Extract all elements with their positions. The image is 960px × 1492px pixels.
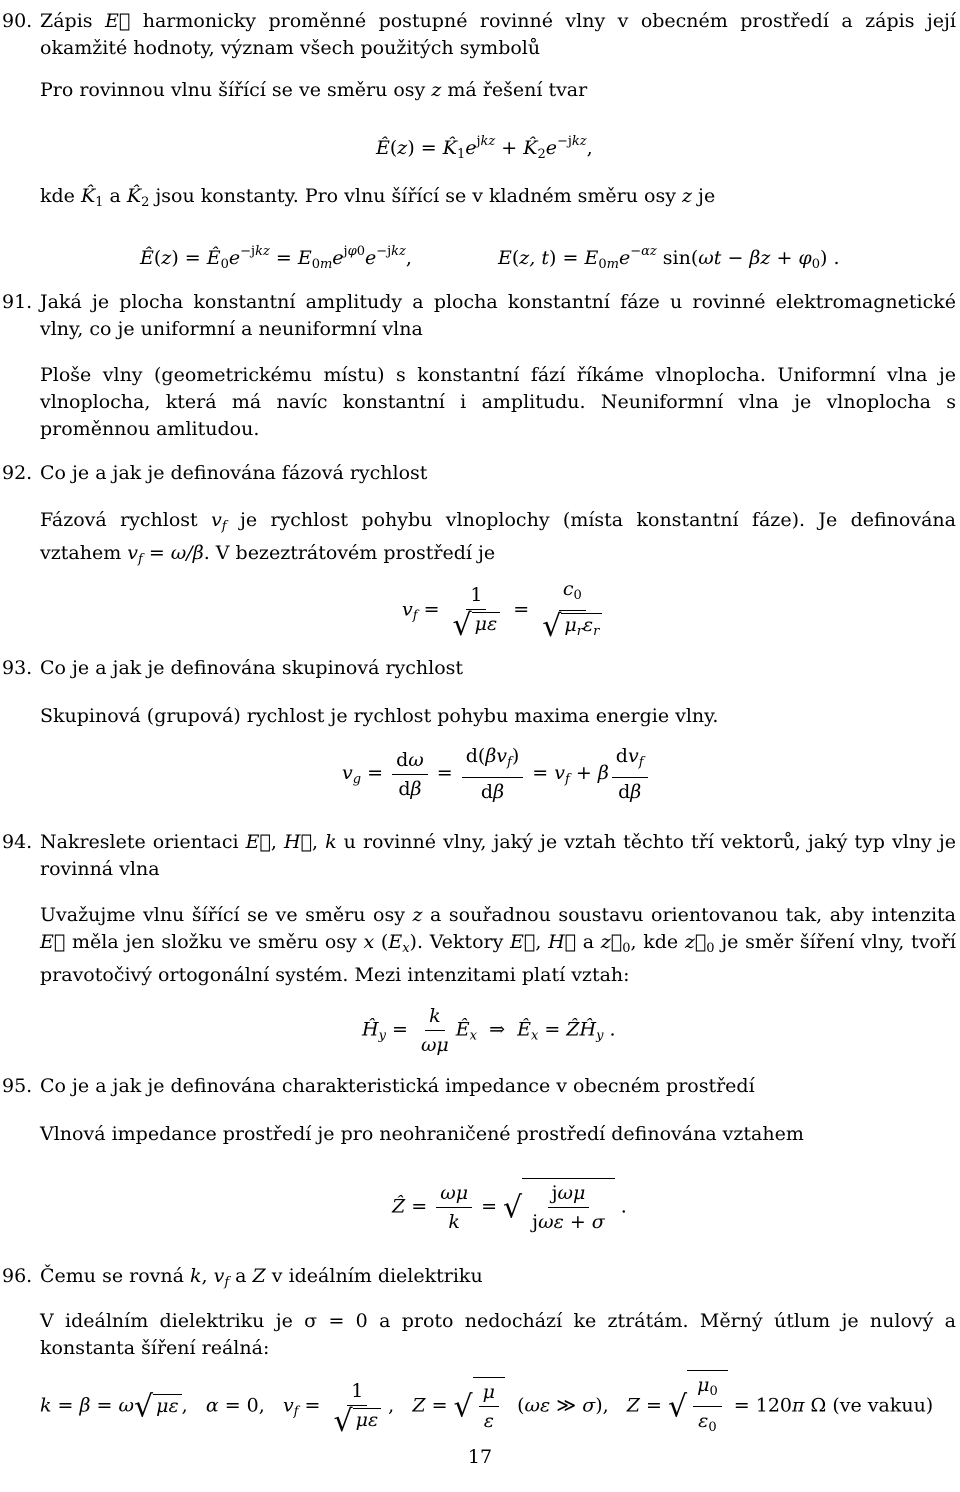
equation-95: Ẑ = $\frac{\omega\mu}{k}$ = √ $\frac{\text{jωμ}}{\text{jωε + σ}}$ . <box>392 1178 627 1236</box>
page-number: 17 <box>467 1446 493 1468</box>
question-number: 93. <box>2 657 33 679</box>
question-94-text: Nakreslete orientaci E⃗, H⃗, k u rovinné vlny, jaký je vztah těchto tří vektorů, jaký typ vlny je rovinná vlna <box>40 831 956 880</box>
answer-96-text: V ideálním dielektriku je σ = 0 a proto nedochází ke ztrátám. Měrný útlum je nulový a konstanta šíření reálná: <box>40 1310 956 1359</box>
question-93-text: Co je a jak je definována skupinová rychlost <box>40 657 464 679</box>
question-91-text: Jaká je plocha konstantní amplitudy a plocha konstantní fáze u rovinné elektromagnetické vlny, co je uniformní a neuniformní vlna <box>40 291 956 340</box>
equation-92: $v_f$ = $\frac{1}{√ \mu\varepsilon}$ = $\frac{c_0}{√ \mu_r\varepsilon_r}$ <box>402 575 609 646</box>
equation-96: k = β = ω√ με , α = 0, $v_f$ = $\frac{1}{√ \mu\varepsilon}$ , Z = √ $\frac{\mu}{\varepsilon}$ (ωε ≫ σ), Z = √ $\frac{\mu_0}{\varepsilon_0}$ = 120π Ω (ve vakuu) <box>40 1370 933 1442</box>
equation-94: $Ĥ_y$ = $\frac{k}{\omega\mu}$ $Ê_x$ ⇒ $Ê_x$ = ẐĤ$_y$ . <box>362 1002 616 1059</box>
equation-90-2a: Ê(z) = $Ê_0e^{-jkz} = E_{0m}e^{j\varphi 0}e^{-jkz}$, <box>140 244 412 272</box>
question-number: 91. <box>2 291 33 313</box>
question-number: 92. <box>2 462 33 484</box>
answer-90-intro: Pro rovinnou vlnu šířící se ve směru osy z má řešení tvar <box>40 79 588 101</box>
question-90-text: Zápis E⃗ harmonicky proměnné postupné rovinné vlny v obecném prostředí a zápis její okamžité hodnoty, význam všech použitých symbolů <box>40 10 957 59</box>
question-number: 95. <box>2 1075 33 1097</box>
question-number: 96. <box>2 1265 33 1287</box>
answer-95-text: Vlnová impedance prostředí je pro neohraničené prostředí definována vztahem <box>40 1123 804 1145</box>
question-92-text: Co je a jak je definována fázová rychlost <box>40 462 428 484</box>
answer-92-text: Fázová rychlost $v_f$ je rychlost pohybu vlnoplochy (místa konstantní fáze). Je definována vztahem $v_f = \omega/\beta$. V bezeztrátovém prostředí je <box>40 509 956 567</box>
answer-91-text: Ploše vlny (geometrickému místu) s konstantní fází říkáme vlnoplocha. Uniformní vlna je vlnoplocha, která má navíc konstantní i amplitudu. Neuniformní vlna je vlnoplocha s proměnnou amlitudou. <box>40 364 956 440</box>
question-96-text: Čemu se rovná k, $v_f$ a Z v ideálním dielektriku <box>40 1265 483 1290</box>
question-number: 94. <box>2 831 33 853</box>
equation-90-1: Ê(z) = $K̂_1e^{jkz}$ + $K̂_2e^{-jkz}$, <box>376 134 593 162</box>
equation-90-2b: E(z, $t) = E_{0m}e^{-\alpha z}$ $\sin(\omega t - \beta z + \varphi_0)$ . <box>498 244 840 272</box>
answer-93-text: Skupinová (grupová) rychlost je rychlost pohybu maxima energie vlny. <box>40 705 719 727</box>
equation-93: $v_g$ = $\frac{d\omega}{d\beta}$ = $\frac{d(\beta v_f)}{d\beta}$ = $v_f + \beta$ $\frac{dv_f}{d\beta}$ <box>342 742 651 806</box>
question-number: 90. <box>2 10 33 32</box>
answer-90-note: kde $K̂_1$ a $K̂_2$ jsou konstanty. Pro vlnu šířící se v kladném směru osy z je <box>40 185 716 210</box>
answer-94-text: Uvažujme vlnu šířící se ve směru osy z a souřadnou soustavu orientovanou tak, aby intenzita E⃗ měla jen složku ve směru osy x $(E_x)$. Vektory E⃗, H⃗ a $z⃗_0$, kde $z⃗_0$ je směr šíření vlny, tvoří pravotočivý ortogonální systém. Mezi intenzitami platí vztah: <box>40 904 957 986</box>
question-95-text: Co je a jak je definována charakteristická impedance v obecném prostředí <box>40 1075 755 1097</box>
